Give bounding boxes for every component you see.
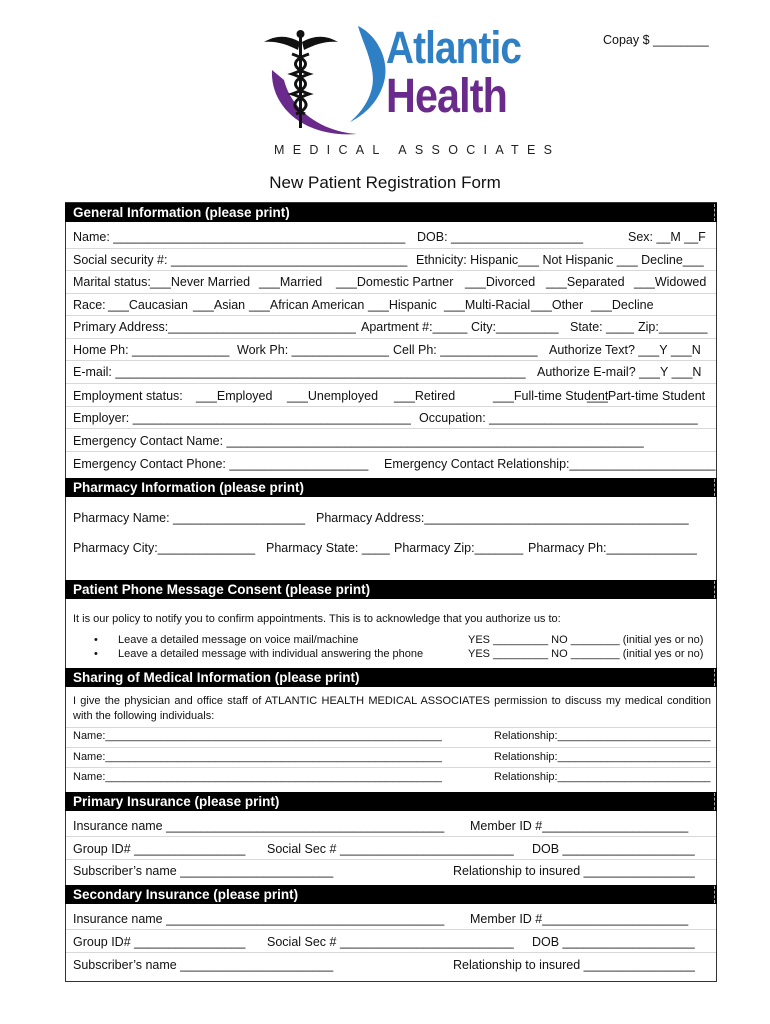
primary-insurance-name-field[interactable]: Insurance name ________________________________________ <box>73 819 445 833</box>
divider <box>66 836 716 837</box>
divider <box>66 767 716 768</box>
bullet-icon: • <box>94 648 98 660</box>
email-field[interactable]: E-mail: ___________________________________________________________ <box>73 365 526 379</box>
divider <box>66 360 716 361</box>
city-field[interactable]: City:_________ <box>471 320 559 334</box>
consent-heading: Patient Phone Message Consent (please print) <box>65 580 717 599</box>
pharmacy-zip-field[interactable]: Pharmacy Zip:_______ <box>394 541 524 555</box>
pharmacy-address-field[interactable]: Pharmacy Address:______________________________________ <box>316 511 689 525</box>
logo-subtitle: MEDICAL ASSOCIATES <box>274 143 561 157</box>
marital-divorced[interactable]: ___Divorced <box>465 275 536 289</box>
consent-item-individual: Leave a detailed message with individual answering the phone <box>118 648 424 660</box>
divider <box>66 338 716 339</box>
name-field[interactable]: Name: __________________________________________ <box>73 230 406 244</box>
consent-voicemail-yes-no[interactable]: YES _________ NO ________ (initial yes or no) <box>468 634 704 646</box>
divider <box>66 248 716 249</box>
race-asian[interactable]: ___Asian <box>193 298 246 312</box>
consent-individual-yes-no[interactable]: YES _________ NO ________ (initial yes or no) <box>468 648 704 660</box>
secondary-insurance-heading: Secondary Insurance (please print) <box>65 885 717 904</box>
divider <box>66 451 716 452</box>
apartment-field[interactable]: Apartment #:_____ <box>361 320 468 334</box>
ssn-field[interactable]: Social security #: __________________________________ <box>73 253 408 267</box>
primary-member-id-field[interactable]: Member ID #_____________________ <box>470 819 689 833</box>
divider <box>66 952 716 953</box>
pharmacy-phone-field[interactable]: Pharmacy Ph:_____________ <box>528 541 697 555</box>
race-caucasian[interactable]: ___Caucasian <box>108 298 188 312</box>
consent-item-voicemail: Leave a detailed message on voice mail/machine <box>118 634 359 646</box>
zip-field[interactable]: Zip:_______ <box>638 320 708 334</box>
page-title: New Patient Registration Form <box>269 173 501 192</box>
authorize-email-field[interactable]: Authorize E-mail? ___Y ___N <box>537 365 702 379</box>
secondary-insurance-name-field[interactable]: Insurance name ________________________________________ <box>73 912 445 926</box>
pharmacy-city-field[interactable]: Pharmacy City:______________ <box>73 541 256 555</box>
pharmacy-state-field[interactable]: Pharmacy State: ____ <box>266 541 390 555</box>
copay-field[interactable]: Copay $ ________ <box>603 33 709 47</box>
pharmacy-heading: Pharmacy Information (please print) <box>65 478 717 497</box>
emergency-name-field[interactable]: Emergency Contact Name: ____________________________________________________________ <box>73 434 644 448</box>
sharing-name-field[interactable]: Name:_______________________________________________________ <box>73 730 442 742</box>
divider <box>66 929 716 930</box>
secondary-member-id-field[interactable]: Member ID #_____________________ <box>470 912 689 926</box>
divider <box>66 859 716 860</box>
primary-relationship-field[interactable]: Relationship to insured ________________ <box>453 864 695 878</box>
employer-field[interactable]: Employer: ________________________________________ <box>73 411 411 425</box>
race-african-american[interactable]: ___African American <box>249 298 365 312</box>
dob-field[interactable]: DOB: ___________________ <box>417 230 584 244</box>
divider <box>66 406 716 407</box>
divider <box>66 727 716 728</box>
divider <box>66 747 716 748</box>
divider <box>66 383 716 384</box>
pharmacy-name-field[interactable]: Pharmacy Name: ___________________ <box>73 511 306 525</box>
primary-subscriber-field[interactable]: Subscriber’s name ______________________ <box>73 864 334 878</box>
divider <box>66 270 716 271</box>
secondary-subscriber-field[interactable]: Subscriber’s name ______________________ <box>73 958 334 972</box>
authorize-text-field[interactable]: Authorize Text? ___Y ___N <box>549 343 701 357</box>
primary-group-id-field[interactable]: Group ID# ________________ <box>73 842 246 856</box>
occupation-field[interactable]: Occupation: ______________________________ <box>419 411 698 425</box>
secondary-group-id-field[interactable]: Group ID# ________________ <box>73 935 246 949</box>
sharing-relationship-field[interactable]: Relationship:_________________________ <box>494 730 711 742</box>
race-other[interactable]: ___Other <box>531 298 584 312</box>
employment-part-time-student[interactable]: ___Part-time Student <box>587 389 706 403</box>
home-phone-field[interactable]: Home Ph: ______________ <box>73 343 230 357</box>
employment-retired[interactable]: ___Retired <box>394 389 456 403</box>
primary-dob-field[interactable]: DOB ___________________ <box>532 842 695 856</box>
sharing-name-field[interactable]: Name:_______________________________________________________ <box>73 771 442 783</box>
secondary-relationship-field[interactable]: Relationship to insured ________________ <box>453 958 695 972</box>
cell-phone-field[interactable]: Cell Ph: ______________ <box>393 343 538 357</box>
consent-intro: It is our policy to notify you to confirm appointments. This is to acknowledge that you authorize us to: <box>73 613 561 625</box>
race-hispanic[interactable]: ___Hispanic <box>368 298 437 312</box>
divider <box>66 428 716 429</box>
marital-domestic-partner[interactable]: ___Domestic Partner <box>336 275 454 289</box>
marital-separated[interactable]: ___Separated <box>546 275 625 289</box>
sharing-text: I give the physician and office staff of ATLANTIC HEALTH MEDICAL ASSOCIATES permission to discuss my medical condition with the following individuals: <box>73 695 711 722</box>
race-label: Race: <box>73 298 106 312</box>
employment-employed[interactable]: ___Employed <box>196 389 273 403</box>
marital-widowed[interactable]: ___Widowed <box>634 275 707 289</box>
sharing-relationship-field[interactable]: Relationship:_________________________ <box>494 771 711 783</box>
general-info-heading: General Information (please print) <box>65 203 717 222</box>
sharing-name-field[interactable]: Name:_______________________________________________________ <box>73 751 442 763</box>
ethnicity-field[interactable]: Ethnicity: Hispanic___ Not Hispanic ___ Decline___ <box>416 253 704 267</box>
sharing-relationship-field[interactable]: Relationship:_________________________ <box>494 751 711 763</box>
marital-married[interactable]: ___Married <box>259 275 323 289</box>
employment-unemployed[interactable]: ___Unemployed <box>287 389 379 403</box>
state-field[interactable]: State: ____ <box>570 320 634 334</box>
logo-atlantic: Atlantic <box>386 22 522 73</box>
divider <box>66 293 716 294</box>
work-phone-field[interactable]: Work Ph: ______________ <box>237 343 389 357</box>
primary-address-field[interactable]: Primary Address:___________________________ <box>73 320 356 334</box>
race-multi-racial[interactable]: ___Multi-Racial <box>444 298 531 312</box>
primary-social-sec-field[interactable]: Social Sec # _________________________ <box>267 842 514 856</box>
emergency-phone-field[interactable]: Emergency Contact Phone: ____________________ <box>73 457 369 471</box>
marital-never-married[interactable]: ___Never Married <box>150 275 251 289</box>
sharing-heading: Sharing of Medical Information (please print) <box>65 668 717 687</box>
divider <box>66 315 716 316</box>
logo-health: Health <box>386 70 508 123</box>
primary-insurance-heading: Primary Insurance (please print) <box>65 792 717 811</box>
employment-full-time-student[interactable]: ___Full-time Student <box>493 389 609 403</box>
secondary-dob-field[interactable]: DOB ___________________ <box>532 935 695 949</box>
sex-field[interactable]: Sex: __M __F <box>628 230 706 244</box>
race-decline[interactable]: ___Decline <box>591 298 654 312</box>
secondary-social-sec-field[interactable]: Social Sec # _________________________ <box>267 935 514 949</box>
logo-wordmark <box>386 24 543 122</box>
emergency-relationship-field[interactable]: Emergency Contact Relationship:_____________________ <box>384 457 716 471</box>
employment-label: Employment status: <box>73 389 183 403</box>
marital-label: Marital status: <box>73 275 151 289</box>
bullet-icon: • <box>94 634 98 646</box>
